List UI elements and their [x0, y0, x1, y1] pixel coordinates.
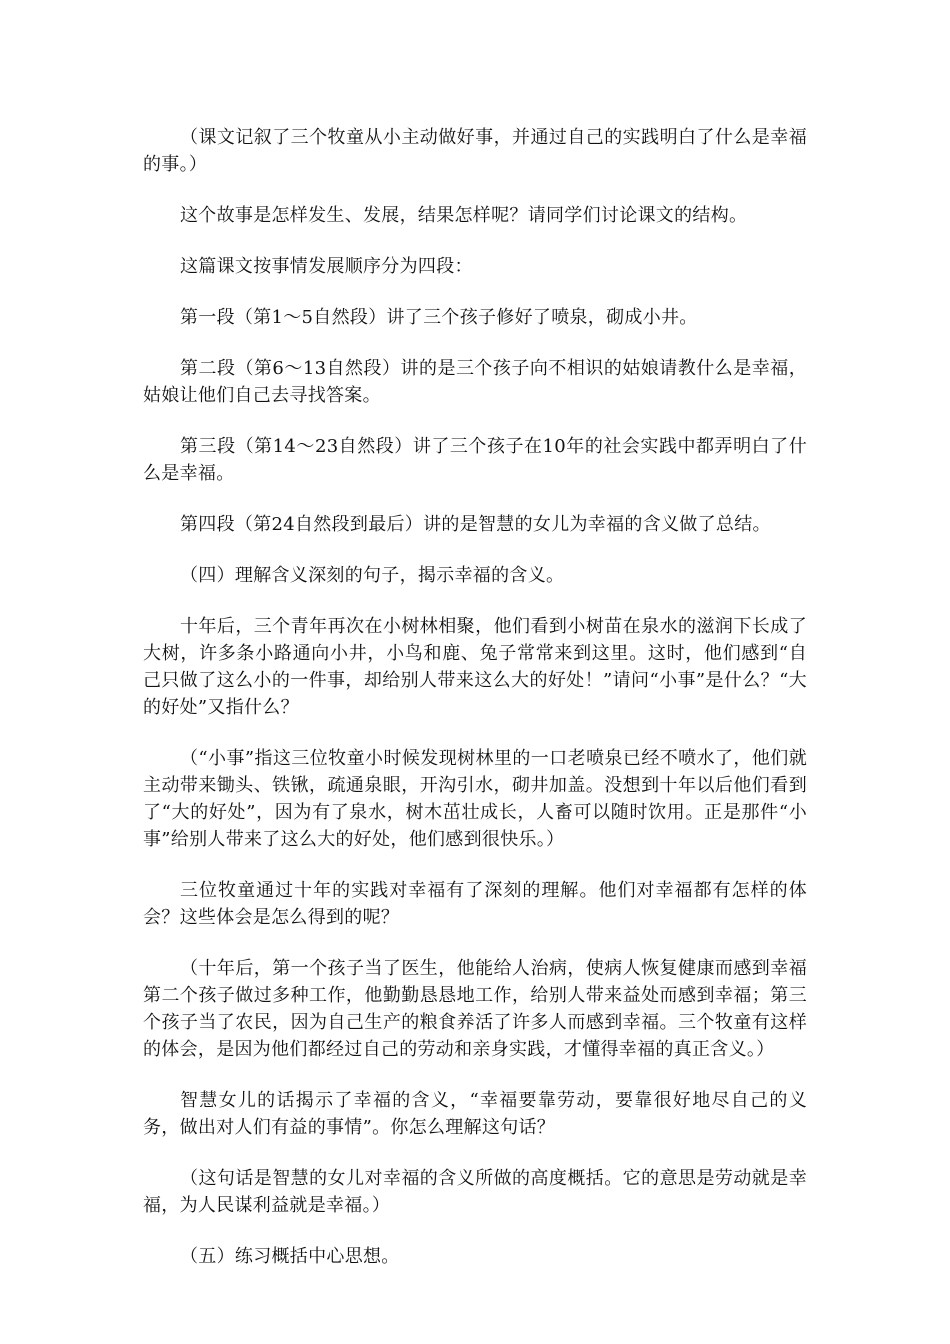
paragraph-5: 第二段（第6～13自然段）讲的是三个孩子向不相识的姑娘请教什么是幸福，姑娘让他们自己去寻找答案。 — [143, 358, 807, 406]
section-heading-5: （五）练习概括中心思想。 — [180, 1246, 400, 1267]
paragraph-12: （十年后，第一个孩子当了医生，他能给人治病，使病人恢复健康而感到幸福第二个孩子做过多种工作，他勤勤恳恳地工作，给别人带来益处而感到幸福；第三个孩子当了农民，因为自己生产的粮食养活了许多人而感到幸福。三个牧童有这样的体会，是因为他们都经过自己的劳动和亲身实践，才懂得幸福的真正含义。） — [143, 958, 807, 1060]
paragraph-2: 这个故事是怎样发生、发展，结果怎样呢？请同学们讨论课文的结构。 — [180, 205, 748, 226]
paragraph-11: 三位牧童通过十年的实践对幸福有了深刻的理解。他们对幸福都有怎样的体会？这些体会是怎么得到的呢？ — [143, 880, 807, 928]
paragraph-9: 十年后，三个青年再次在小树林相聚，他们看到小树苗在泉水的滋润下长成了大树，许多条小路通向小井，小鸟和鹿、兔子常常来到这里。这时，他们感到“自己只做了这么小的一件事，却给别人带来这么大的好处！”请问“小事”是什么？“大的好处”又指什么？ — [143, 616, 807, 718]
paragraph-6: 第三段（第14～23自然段）讲了三个孩子在10年的社会实践中都弄明白了什么是幸福。 — [143, 436, 807, 484]
paragraph-7: 第四段（第24自然段到最后）讲的是智慧的女儿为幸福的含义做了总结。 — [180, 514, 771, 535]
paragraph-1: （课文记叙了三个牧童从小主动做好事，并通过自己的实践明白了什么是幸福的事。） — [143, 127, 807, 175]
paragraph-13: 智慧女儿的话揭示了幸福的含义，“幸福要靠劳动，要靠很好地尽自己的义务，做出对人们有益的事情”。你怎么理解这句话？ — [143, 1090, 807, 1138]
paragraph-3: 这篇课文按事情发展顺序分为四段： — [180, 256, 473, 277]
section-heading-4: （四）理解含义深刻的句子，揭示幸福的含义。 — [180, 565, 565, 586]
document-body — [143, 124, 807, 1294]
paragraph-14: （这句话是智慧的女儿对幸福的含义所做的高度概括。它的意思是劳动就是幸福，为人民谋利益就是幸福。） — [143, 1168, 807, 1216]
paragraph-10: （“小事”指这三位牧童小时候发现树林里的一口老喷泉已经不喷水了，他们就主动带来锄头、铁锹，疏通泉眼，开沟引水，砌井加盖。没想到十年以后他们看到了“大的好处”，因为有了泉水，树木茁壮成长，人畜可以随时饮用。正是那件“小事”给别人带来了这么大的好处，他们感到很快乐。） — [143, 748, 807, 850]
paragraph-4: 第一段（第1～5自然段）讲了三个孩子修好了喷泉，砌成小井。 — [180, 307, 698, 328]
